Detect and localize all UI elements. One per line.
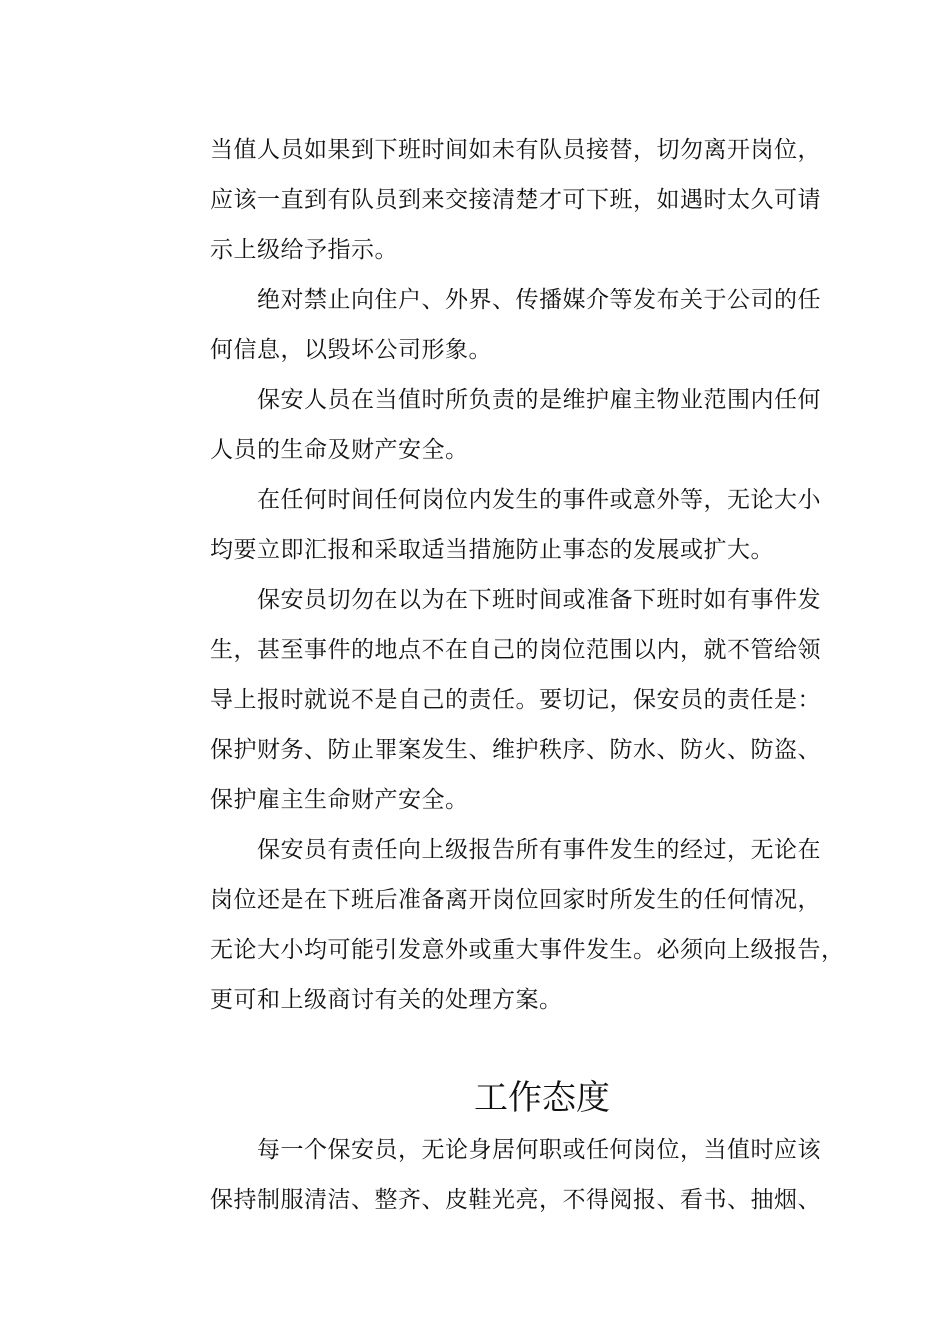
body-text-line: 人员的生命及财产安全。 xyxy=(210,437,469,463)
body-text-line: 无论大小均可能引发意外或重大事件发生。必须向上级报告， xyxy=(210,937,845,963)
body-text-line: 每一个保安员，无论身居何职或任何岗位，当值时应该 xyxy=(257,1137,821,1163)
body-text-line: 应该一直到有队员到来交接清楚才可下班，如遇时太久可请 xyxy=(210,187,821,213)
section-heading: 工作态度 xyxy=(474,1078,610,1118)
body-text-line: 岗位还是在下班后准备离开岗位回家时所发生的任何情况， xyxy=(210,887,821,913)
body-text-line: 更可和上级商讨有关的处理方案。 xyxy=(210,987,563,1013)
body-text-line: 保护财务、防止罪案发生、维护秩序、防水、防火、防盗、 xyxy=(210,737,821,763)
body-text-line: 均要立即汇报和采取适当措施防止事态的发展或扩大。 xyxy=(210,537,774,563)
body-text-line: 保护雇主生命财产安全。 xyxy=(210,787,469,813)
body-text-line: 在任何时间任何岗位内发生的事件或意外等，无论大小 xyxy=(257,487,821,513)
body-text-line: 保安员切勿在以为在下班时间或准备下班时如有事件发 xyxy=(257,587,821,613)
body-text-line: 何信息，以毁坏公司形象。 xyxy=(210,337,492,363)
body-text-line: 当值人员如果到下班时间如未有队员接替，切勿离开岗位， xyxy=(210,137,821,163)
body-text-line: 保安员有责任向上级报告所有事件发生的经过，无论在 xyxy=(257,837,821,863)
body-text-line: 保持制服清洁、整齐、皮鞋光亮，不得阅报、看书、抽烟、 xyxy=(210,1187,821,1213)
body-text-line: 保安人员在当值时所负责的是维护雇主物业范围内任何 xyxy=(257,387,821,413)
body-text-line: 导上报时就说不是自己的责任。要切记，保安员的责任是： xyxy=(210,687,821,713)
body-text-line: 示上级给予指示。 xyxy=(210,237,398,263)
body-text-line: 绝对禁止向住户、外界、传播媒介等发布关于公司的任 xyxy=(257,287,821,313)
body-text-line: 生，甚至事件的地点不在自己的岗位范围以内，就不管给领 xyxy=(210,637,821,663)
